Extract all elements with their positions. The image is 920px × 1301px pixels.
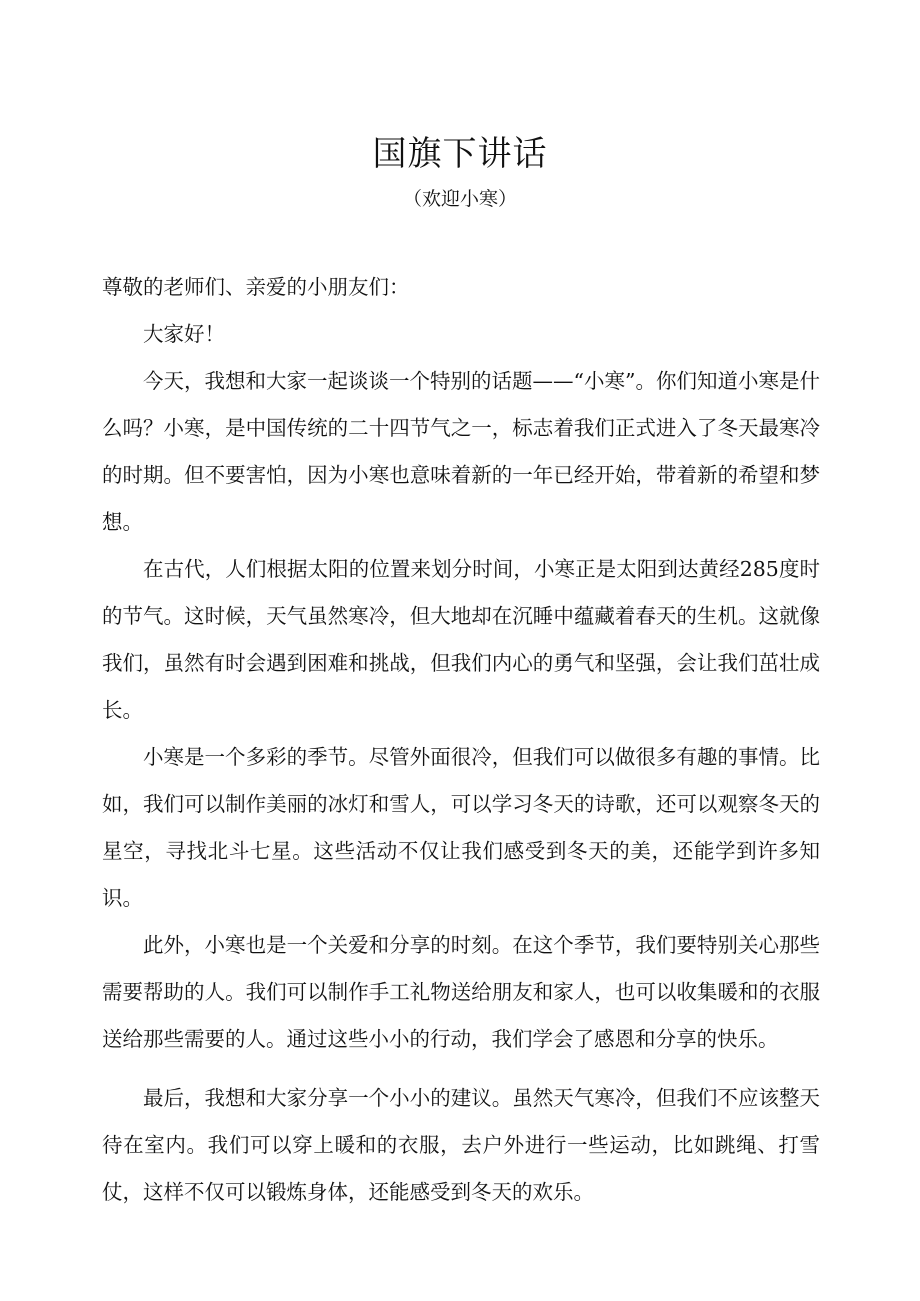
document-subtitle: （欢迎小寒）	[402, 188, 517, 210]
paragraph-sharing: 此外，小寒也是一个关爱和分享的时刻。在这个季节，我们要特别关心那些需要帮助的人。我们可以制作手工礼物送给朋友和家人，也可以收集暖和的衣服送给那些需要的人。通过这些小小的行动，我们学会了感恩和分享的快乐。	[102, 933, 820, 1051]
paragraph-greeting: 大家好！	[143, 322, 225, 346]
paragraph-conclusion: 最后，我想和大家分享一个小小的建议。虽然天气寒冷，但我们不应该整天待在室内。我们可以穿上暖和的衣服，去户外进行一些运动，比如跳绳、打雪仗，这样不仅可以锻炼身体，还能感受到冬天的欢乐。	[102, 1086, 820, 1204]
paragraph-intro: 今天，我想和大家一起谈谈一个特别的话题——“小寒”。你们知道小寒是什么吗？小寒，是中国传统的二十四节气之一，标志着我们正式进入了冬天最寒冷的时期。但不要害怕，因为小寒也意味着新的一年已经开始，带着新的希望和梦想。	[102, 369, 820, 534]
salutation: 尊敬的老师们、亲爱的小朋友们：	[102, 275, 410, 299]
paragraph-history: 在古代，人们根据太阳的位置来划分时间，小寒正是太阳到达黄经285度时的节气。这时候，天气虽然寒冷，但大地却在沉睡中蕴藏着春天的生机。这就像我们，虽然有时会遇到困难和挑战，但我们内心的勇气和坚强，会让我们茁壮成长。	[102, 557, 820, 722]
document-body	[102, 264, 820, 1216]
paragraph-activities: 小寒是一个多彩的季节。尽管外面很冷，但我们可以做很多有趣的事情。比如，我们可以制作美丽的冰灯和雪人，可以学习冬天的诗歌，还可以观察冬天的星空，寻找北斗七星。这些活动不仅让我们感受到冬天的美，还能学到许多知识。	[102, 745, 820, 910]
document-title: 国旗下讲话	[372, 134, 548, 174]
